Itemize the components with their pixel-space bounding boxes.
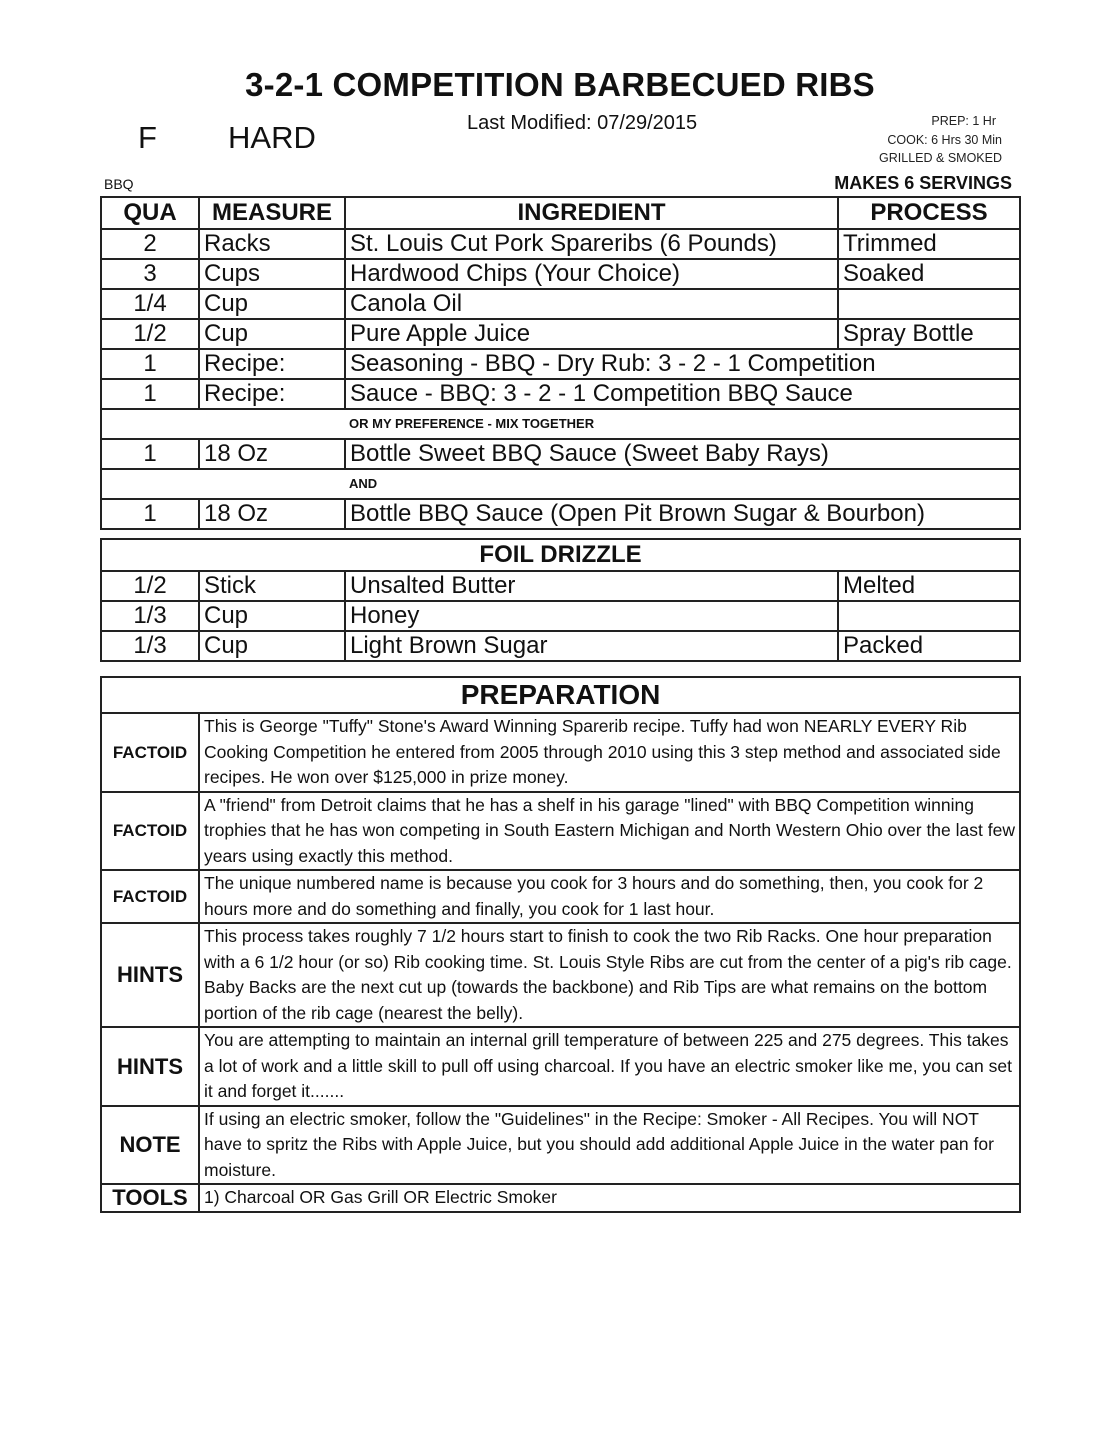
- cook-time: COOK: 6 Hrs 30 Min: [887, 133, 1002, 147]
- measure-cell: Cups: [199, 259, 345, 289]
- recipe-category: BBQ: [104, 176, 134, 192]
- note-row: [101, 409, 1020, 439]
- prep-label: FACTOID: [101, 792, 199, 871]
- prep-text: A "friend" from Detroit claims that he has a shelf in his garage "lined" with BBQ Competition winning trophies that he has won competing in South Eastern Michigan and North Western Ohio over the last few years using exactly this method.: [199, 792, 1020, 871]
- ingredient-cell: St. Louis Cut Pork Spareribs (6 Pounds): [345, 229, 838, 259]
- ingredient-cell: Light Brown Sugar: [345, 631, 838, 661]
- prep-text: You are attempting to maintain an internal grill temperature of between 225 and 275 degrees. This takes a lot of work and a little skill to pull off using charcoal. If you have an electric smoker like me, you can set it and forget it.......: [199, 1027, 1020, 1106]
- qty-cell: 1: [101, 439, 199, 469]
- prep-label: FACTOID: [101, 713, 199, 792]
- table-row: [101, 349, 1020, 379]
- note-cell: AND: [345, 469, 1020, 499]
- prep-row: [101, 1184, 1020, 1212]
- recipe-title: 3-2-1 COMPETITION BARBECUED RIBS: [245, 66, 875, 103]
- table-row: [101, 631, 1020, 661]
- difficulty-label: HARD: [228, 120, 316, 155]
- prep-label: NOTE: [101, 1106, 199, 1185]
- ingredient-cell: Hardwood Chips (Your Choice): [345, 259, 838, 289]
- ingredient-cell: Bottle Sweet BBQ Sauce (Sweet Baby Rays): [345, 439, 1020, 469]
- process-cell: Soaked: [838, 259, 1020, 289]
- preparation-heading: PREPARATION: [101, 677, 1020, 713]
- measure-cell: Racks: [199, 229, 345, 259]
- process-cell: [838, 289, 1020, 319]
- cook-method: GRILLED & SMOKED: [879, 151, 1002, 165]
- qty-cell: 1/3: [101, 601, 199, 631]
- qty-cell: 1/2: [101, 319, 199, 349]
- measure-cell: 18 Oz: [199, 439, 345, 469]
- ingredient-cell: Sauce - BBQ: 3 - 2 - 1 Competition BBQ Sauce: [345, 379, 1020, 409]
- measure-cell: 18 Oz: [199, 499, 345, 529]
- column-header-process: PROCESS: [838, 197, 1020, 229]
- measure-cell: Stick: [199, 571, 345, 601]
- qty-cell: 3: [101, 259, 199, 289]
- preparation-table: [100, 676, 1021, 1213]
- table-row: [101, 259, 1020, 289]
- prep-text: This is George "Tuffy" Stone's Award Winning Sparerib recipe. Tuffy had won NEARLY EVERY Rib Cooking Competition he entered from 2005 through 2010 using this 3 step method and associated side recipes. He won over $125,000 in prize money.: [199, 713, 1020, 792]
- ingredients-header-row: [101, 197, 1020, 229]
- measure-cell: Cup: [199, 631, 345, 661]
- qty-cell: 1: [101, 349, 199, 379]
- last-modified: Last Modified: 07/29/2015: [467, 112, 698, 134]
- foil-drizzle-heading: FOIL DRIZZLE: [101, 539, 1020, 571]
- ingredient-cell: Honey: [345, 601, 838, 631]
- qty-cell: 1/3: [101, 631, 199, 661]
- table-row: [101, 289, 1020, 319]
- process-cell: Trimmed: [838, 229, 1020, 259]
- measure-cell: Cup: [199, 601, 345, 631]
- qty-cell: 1/2: [101, 571, 199, 601]
- column-header-ingredient: INGREDIENT: [345, 197, 838, 229]
- grade-label: F: [138, 120, 157, 155]
- ingredient-cell: Seasoning - BBQ - Dry Rub: 3 - 2 - 1 Competition: [345, 349, 1020, 379]
- table-row: [101, 499, 1020, 529]
- measure-cell: Cup: [199, 289, 345, 319]
- ingredient-cell: Pure Apple Juice: [345, 319, 838, 349]
- prep-text: If using an electric smoker, follow the "Guidelines" in the Recipe: Smoker - All Recipes. You will NOT have to spritz the Ribs with Apple Juice, but you should add additional Apple Juice in the water pan for moisture.: [199, 1106, 1020, 1185]
- prep-row: [101, 870, 1020, 923]
- measure-cell: Recipe:: [199, 379, 345, 409]
- note-cell: OR MY PREFERENCE - MIX TOGETHER: [345, 409, 1020, 439]
- table-row: [101, 601, 1020, 631]
- prep-row: [101, 713, 1020, 792]
- foil-drizzle-table: [100, 538, 1021, 662]
- servings: MAKES 6 SERVINGS: [834, 173, 1012, 193]
- ingredient-cell: Canola Oil: [345, 289, 838, 319]
- prep-row: [101, 923, 1020, 1027]
- prep-time: PREP: 1 Hr: [931, 114, 996, 128]
- note-row: [101, 469, 1020, 499]
- qty-cell: 1: [101, 499, 199, 529]
- prep-row: [101, 792, 1020, 871]
- prep-row: [101, 1106, 1020, 1185]
- prep-row: [101, 1027, 1020, 1106]
- ingredient-cell: Unsalted Butter: [345, 571, 838, 601]
- ingredients-table: [100, 196, 1021, 530]
- prep-text: The unique numbered name is because you cook for 3 hours and do something, then, you cook for 2 hours more and do something and finally, you cook for 1 last hour.: [199, 870, 1020, 923]
- qty-cell: 1: [101, 379, 199, 409]
- process-cell: Spray Bottle: [838, 319, 1020, 349]
- process-cell: Melted: [838, 571, 1020, 601]
- table-row: [101, 379, 1020, 409]
- column-header-qua: QUA: [101, 197, 199, 229]
- qty-cell: 2: [101, 229, 199, 259]
- process-cell: Packed: [838, 631, 1020, 661]
- ingredient-cell: Bottle BBQ Sauce (Open Pit Brown Sugar & Bourbon): [345, 499, 1020, 529]
- prep-label: FACTOID: [101, 870, 199, 923]
- prep-text: This process takes roughly 7 1/2 hours start to finish to cook the two Rib Racks. One hour preparation with a 6 1/2 hour (or so) Rib cooking time. St. Louis Style Ribs are cut from the center of a pig's rib cage. Baby Backs are the next cut up (towards the backbone) and Rib Tips are what remains on the bottom portion of the rib cage (nearest the belly).: [199, 923, 1020, 1027]
- table-row: [101, 319, 1020, 349]
- column-header-measure: MEASURE: [199, 197, 345, 229]
- prep-label: HINTS: [101, 1027, 199, 1106]
- measure-cell: Recipe:: [199, 349, 345, 379]
- table-row: [101, 439, 1020, 469]
- qty-cell: 1/4: [101, 289, 199, 319]
- table-row: [101, 571, 1020, 601]
- prep-text: 1) Charcoal OR Gas Grill OR Electric Smoker: [199, 1184, 1020, 1212]
- table-row: [101, 229, 1020, 259]
- process-cell: [838, 601, 1020, 631]
- measure-cell: Cup: [199, 319, 345, 349]
- prep-label: HINTS: [101, 923, 199, 1027]
- prep-label: TOOLS: [101, 1184, 199, 1212]
